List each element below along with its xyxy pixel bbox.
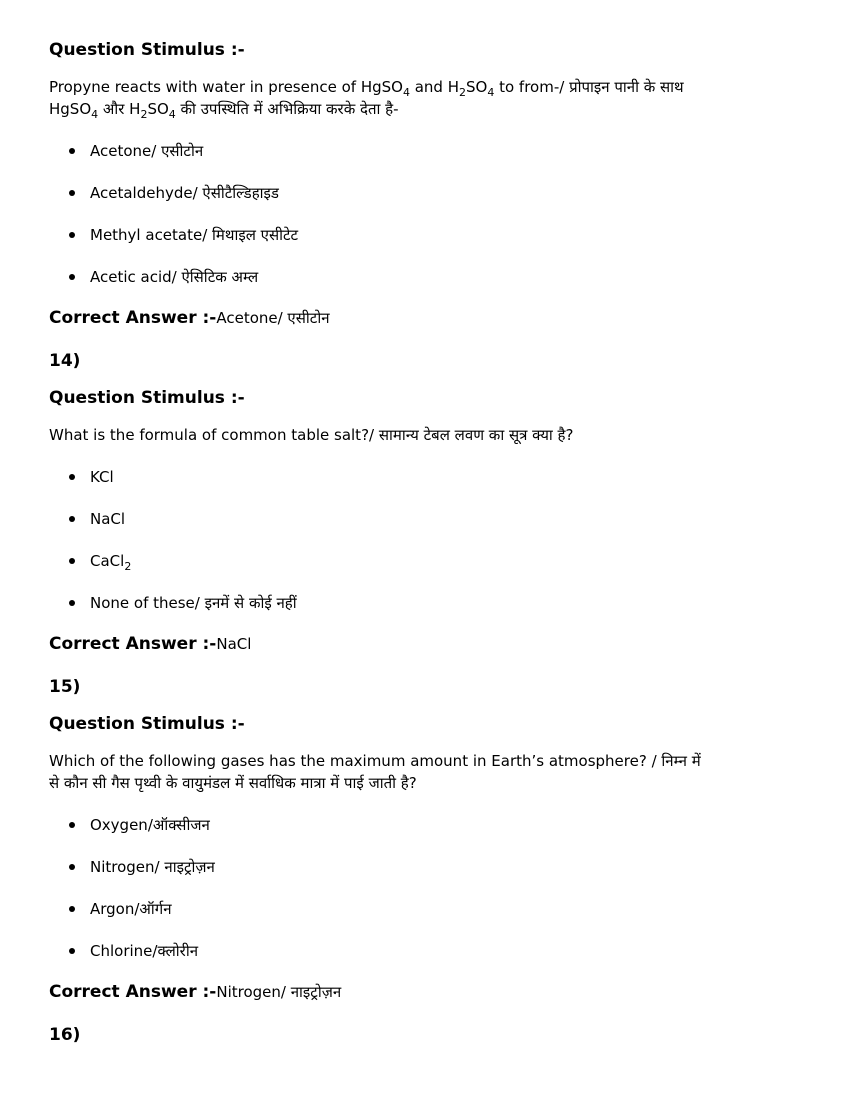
question-16 — [49, 1023, 809, 1047]
options-list — [49, 466, 809, 614]
bullet-icon — [69, 232, 75, 238]
bullet-icon — [69, 822, 75, 828]
option-item: Nitrogen/ नाइट्रोज़न — [69, 856, 809, 878]
correct-answer — [49, 306, 809, 330]
option-item: CaCl$_2$ — [69, 550, 809, 572]
option-item: Chlorine/क्लोरीन — [69, 940, 809, 962]
bullet-icon — [69, 558, 75, 564]
bullet-icon — [69, 948, 75, 954]
correct-answer — [49, 632, 809, 656]
option-item: Oxygen/ऑक्सीजन — [69, 814, 809, 836]
bullet-icon — [69, 148, 75, 154]
correct-answer-value: Acetone/ एसीटोन — [216, 309, 330, 327]
question-stimulus-heading: Question Stimulus :- — [49, 40, 245, 60]
question-stem: Propyne reacts with water in presence of HgSO$_4$ and $H_2SO_4$ to from-/ प्रोपाइन पानी के साथ HgSO$_4$ और $H_2SO_4$ की उपस्थिति में अभिक्रिया करके देता है- — [49, 78, 684, 121]
option-item: NaCl — [69, 508, 809, 530]
correct-answer-label: Correct Answer :- — [49, 634, 217, 654]
options-list — [49, 140, 809, 288]
question-13 — [49, 38, 809, 330]
option-item: Acetaldehyde/ ऐसीटैल्डिहाइड — [69, 182, 809, 204]
question-14 — [49, 349, 809, 656]
question-stimulus-heading: Question Stimulus :- — [49, 714, 245, 734]
correct-answer-value: NaCl — [216, 635, 252, 653]
question-number: 16) — [49, 1025, 81, 1045]
option-item: Acetone/ एसीटोन — [69, 140, 809, 162]
correct-answer-label: Correct Answer :- — [49, 308, 217, 328]
question-number: 15) — [49, 677, 81, 697]
option-item: None of these/ इनमें से कोई नहीं — [69, 592, 809, 614]
option-item: Methyl acetate/ मिथाइल एसीटेट — [69, 224, 809, 246]
bullet-icon — [69, 600, 75, 606]
correct-answer-label: Correct Answer :- — [49, 982, 217, 1002]
bullet-icon — [69, 864, 75, 870]
question-stimulus-heading: Question Stimulus :- — [49, 388, 245, 408]
question-paper — [49, 38, 809, 1047]
bullet-icon — [69, 516, 75, 522]
question-stem: Which of the following gases has the maximum amount in Earth’s atmosphere? / निम्न में से कौन सी गैस पृथ्वी के वायुमंडल में सर्वाधिक मात्रा में पाई जाती है? — [49, 752, 701, 792]
option-item: Argon/ऑर्गन — [69, 898, 809, 920]
option-item: Acetic acid/ ऐसिटिक अम्ल — [69, 266, 809, 288]
option-item: KCl — [69, 466, 809, 488]
bullet-icon — [69, 906, 75, 912]
correct-answer-value: Nitrogen/ नाइट्रोज़न — [216, 983, 342, 1001]
bullet-icon — [69, 190, 75, 196]
question-15 — [49, 675, 809, 1004]
correct-answer — [49, 980, 809, 1004]
options-list — [49, 814, 809, 962]
bullet-icon — [69, 474, 75, 480]
question-stem: What is the formula of common table salt?/ सामान्य टेबल लवण का सूत्र क्या है? — [49, 426, 574, 444]
bullet-icon — [69, 274, 75, 280]
question-number: 14) — [49, 351, 81, 371]
